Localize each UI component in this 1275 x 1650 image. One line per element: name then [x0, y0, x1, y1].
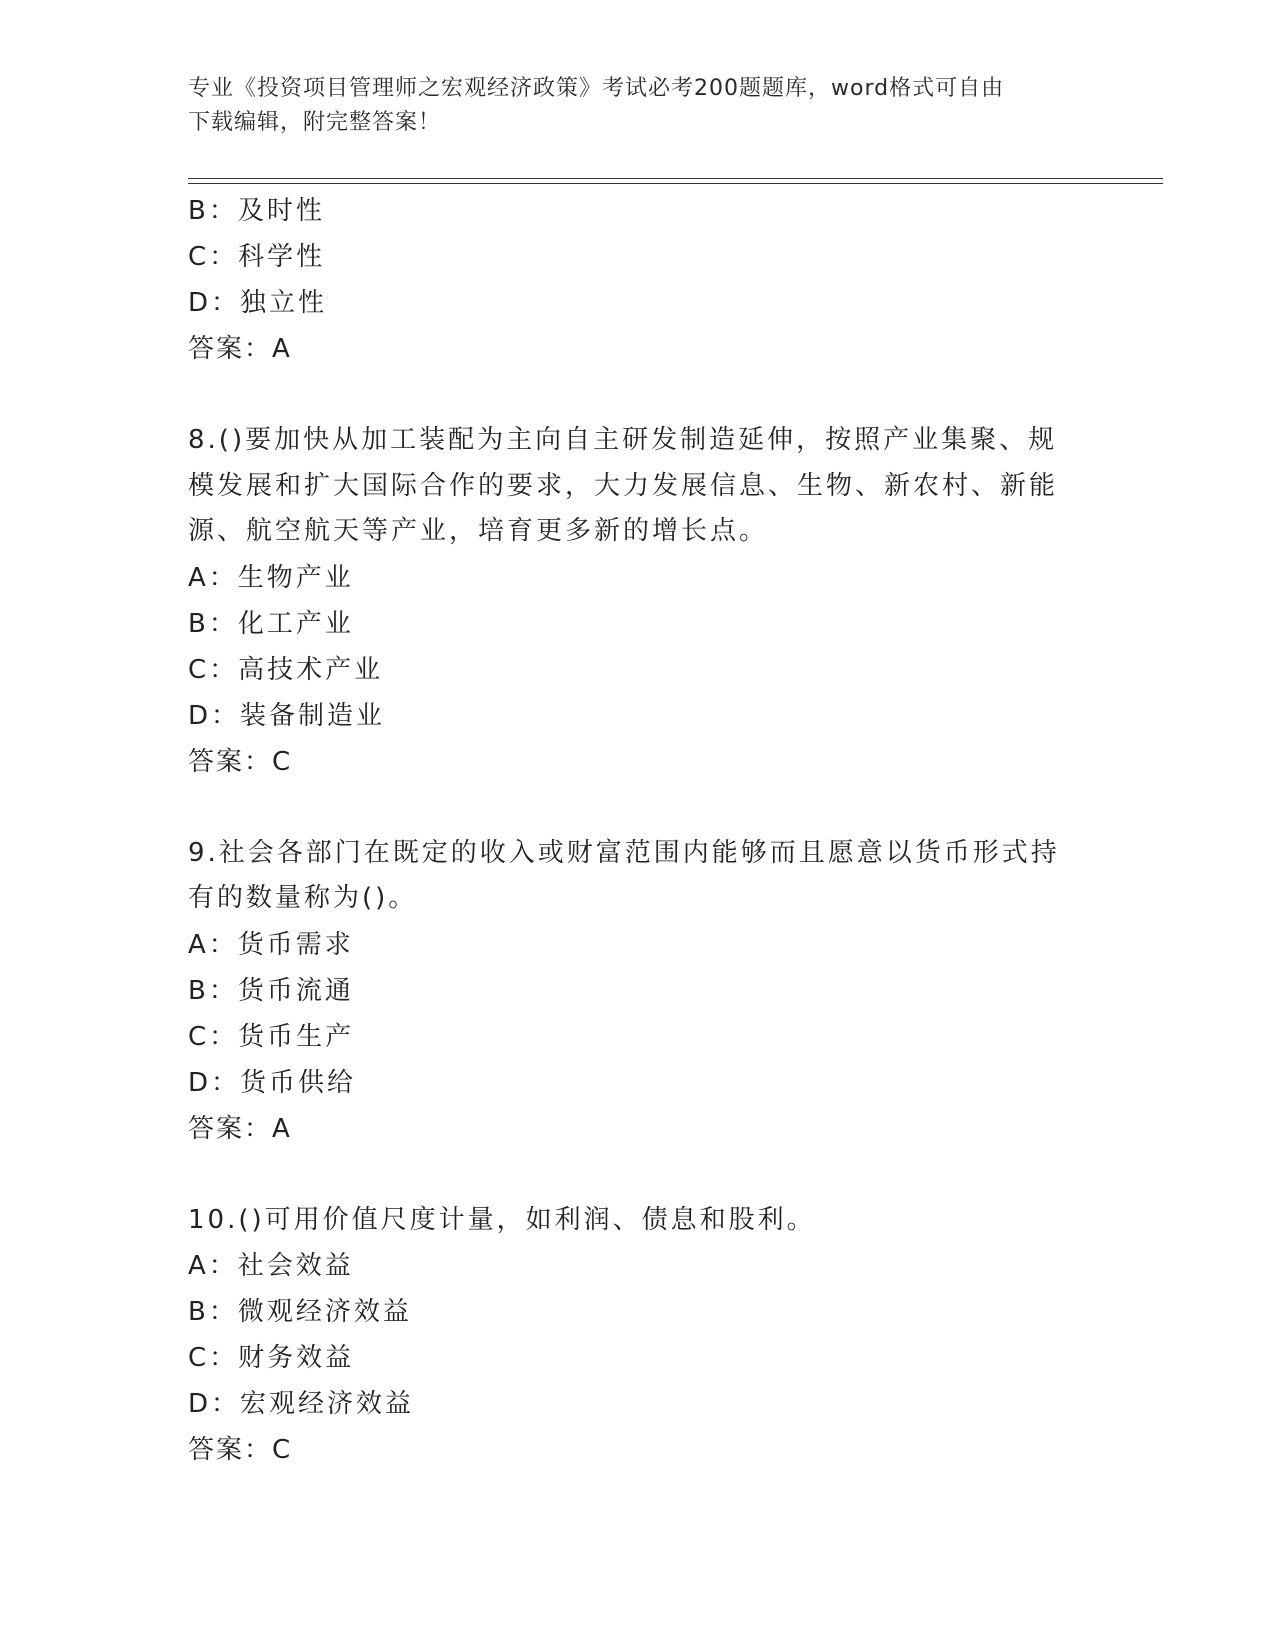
header-line-2: 下载编辑，附完整答案！ — [188, 110, 442, 135]
question-8 — [188, 418, 1068, 785]
question-text: 9.社会各部门在既定的收入或财富范围内能够而且愿意以货币形式持有的数量称为()。 — [188, 837, 1060, 913]
answer-line: 答案：C — [188, 746, 293, 777]
option-b: B：货币流通 — [188, 975, 354, 1006]
header-rule-top — [188, 178, 1163, 179]
spacer — [188, 785, 1068, 831]
option-b: B：化工产业 — [188, 608, 354, 639]
spacer — [188, 1152, 1068, 1198]
document-body — [188, 188, 1068, 1473]
option-d: D：货币供给 — [188, 1067, 357, 1098]
question-text: 10.()可用价值尺度计量，如利润、债息和股利。 — [188, 1204, 816, 1235]
option-c: C：科学性 — [188, 242, 326, 272]
option-b: B：微观经济效益 — [188, 1297, 412, 1327]
question-7-partial — [188, 188, 1068, 372]
answer-line: 答案：C — [188, 1435, 293, 1465]
option-d: D：装备制造业 — [188, 700, 386, 731]
answer-line: 答案：A — [188, 334, 292, 364]
question-9 — [188, 831, 1068, 1152]
option-d: D：宏观经济效益 — [188, 1389, 415, 1419]
option-d: D：独立性 — [188, 288, 328, 318]
question-10 — [188, 1198, 1068, 1474]
document-header — [188, 72, 1068, 140]
answer-line: 答案：A — [188, 1113, 292, 1144]
header-line-1: 专业《投资项目管理师之宏观经济政策》考试必考200题题库，word格式可自由 — [188, 76, 1005, 101]
option-a: A：货币需求 — [188, 929, 354, 960]
option-a: A：生物产业 — [188, 562, 354, 593]
question-text: 8.()要加快从加工装配为主向自主研发制造延伸，按照产业集聚、规模发展和扩大国际合作的要求，大力发展信息、生物、新农村、新能源、航空航天等产业，培育更多新的增长点。 — [188, 425, 1059, 546]
option-c: C：财务效益 — [188, 1343, 355, 1373]
spacer — [188, 372, 1068, 418]
option-a: A：社会效益 — [188, 1251, 354, 1281]
option-c: C：货币生产 — [188, 1021, 355, 1052]
option-b: B：及时性 — [188, 196, 325, 226]
option-c: C：高技术产业 — [188, 654, 384, 685]
header-rule-bottom — [188, 183, 1163, 184]
